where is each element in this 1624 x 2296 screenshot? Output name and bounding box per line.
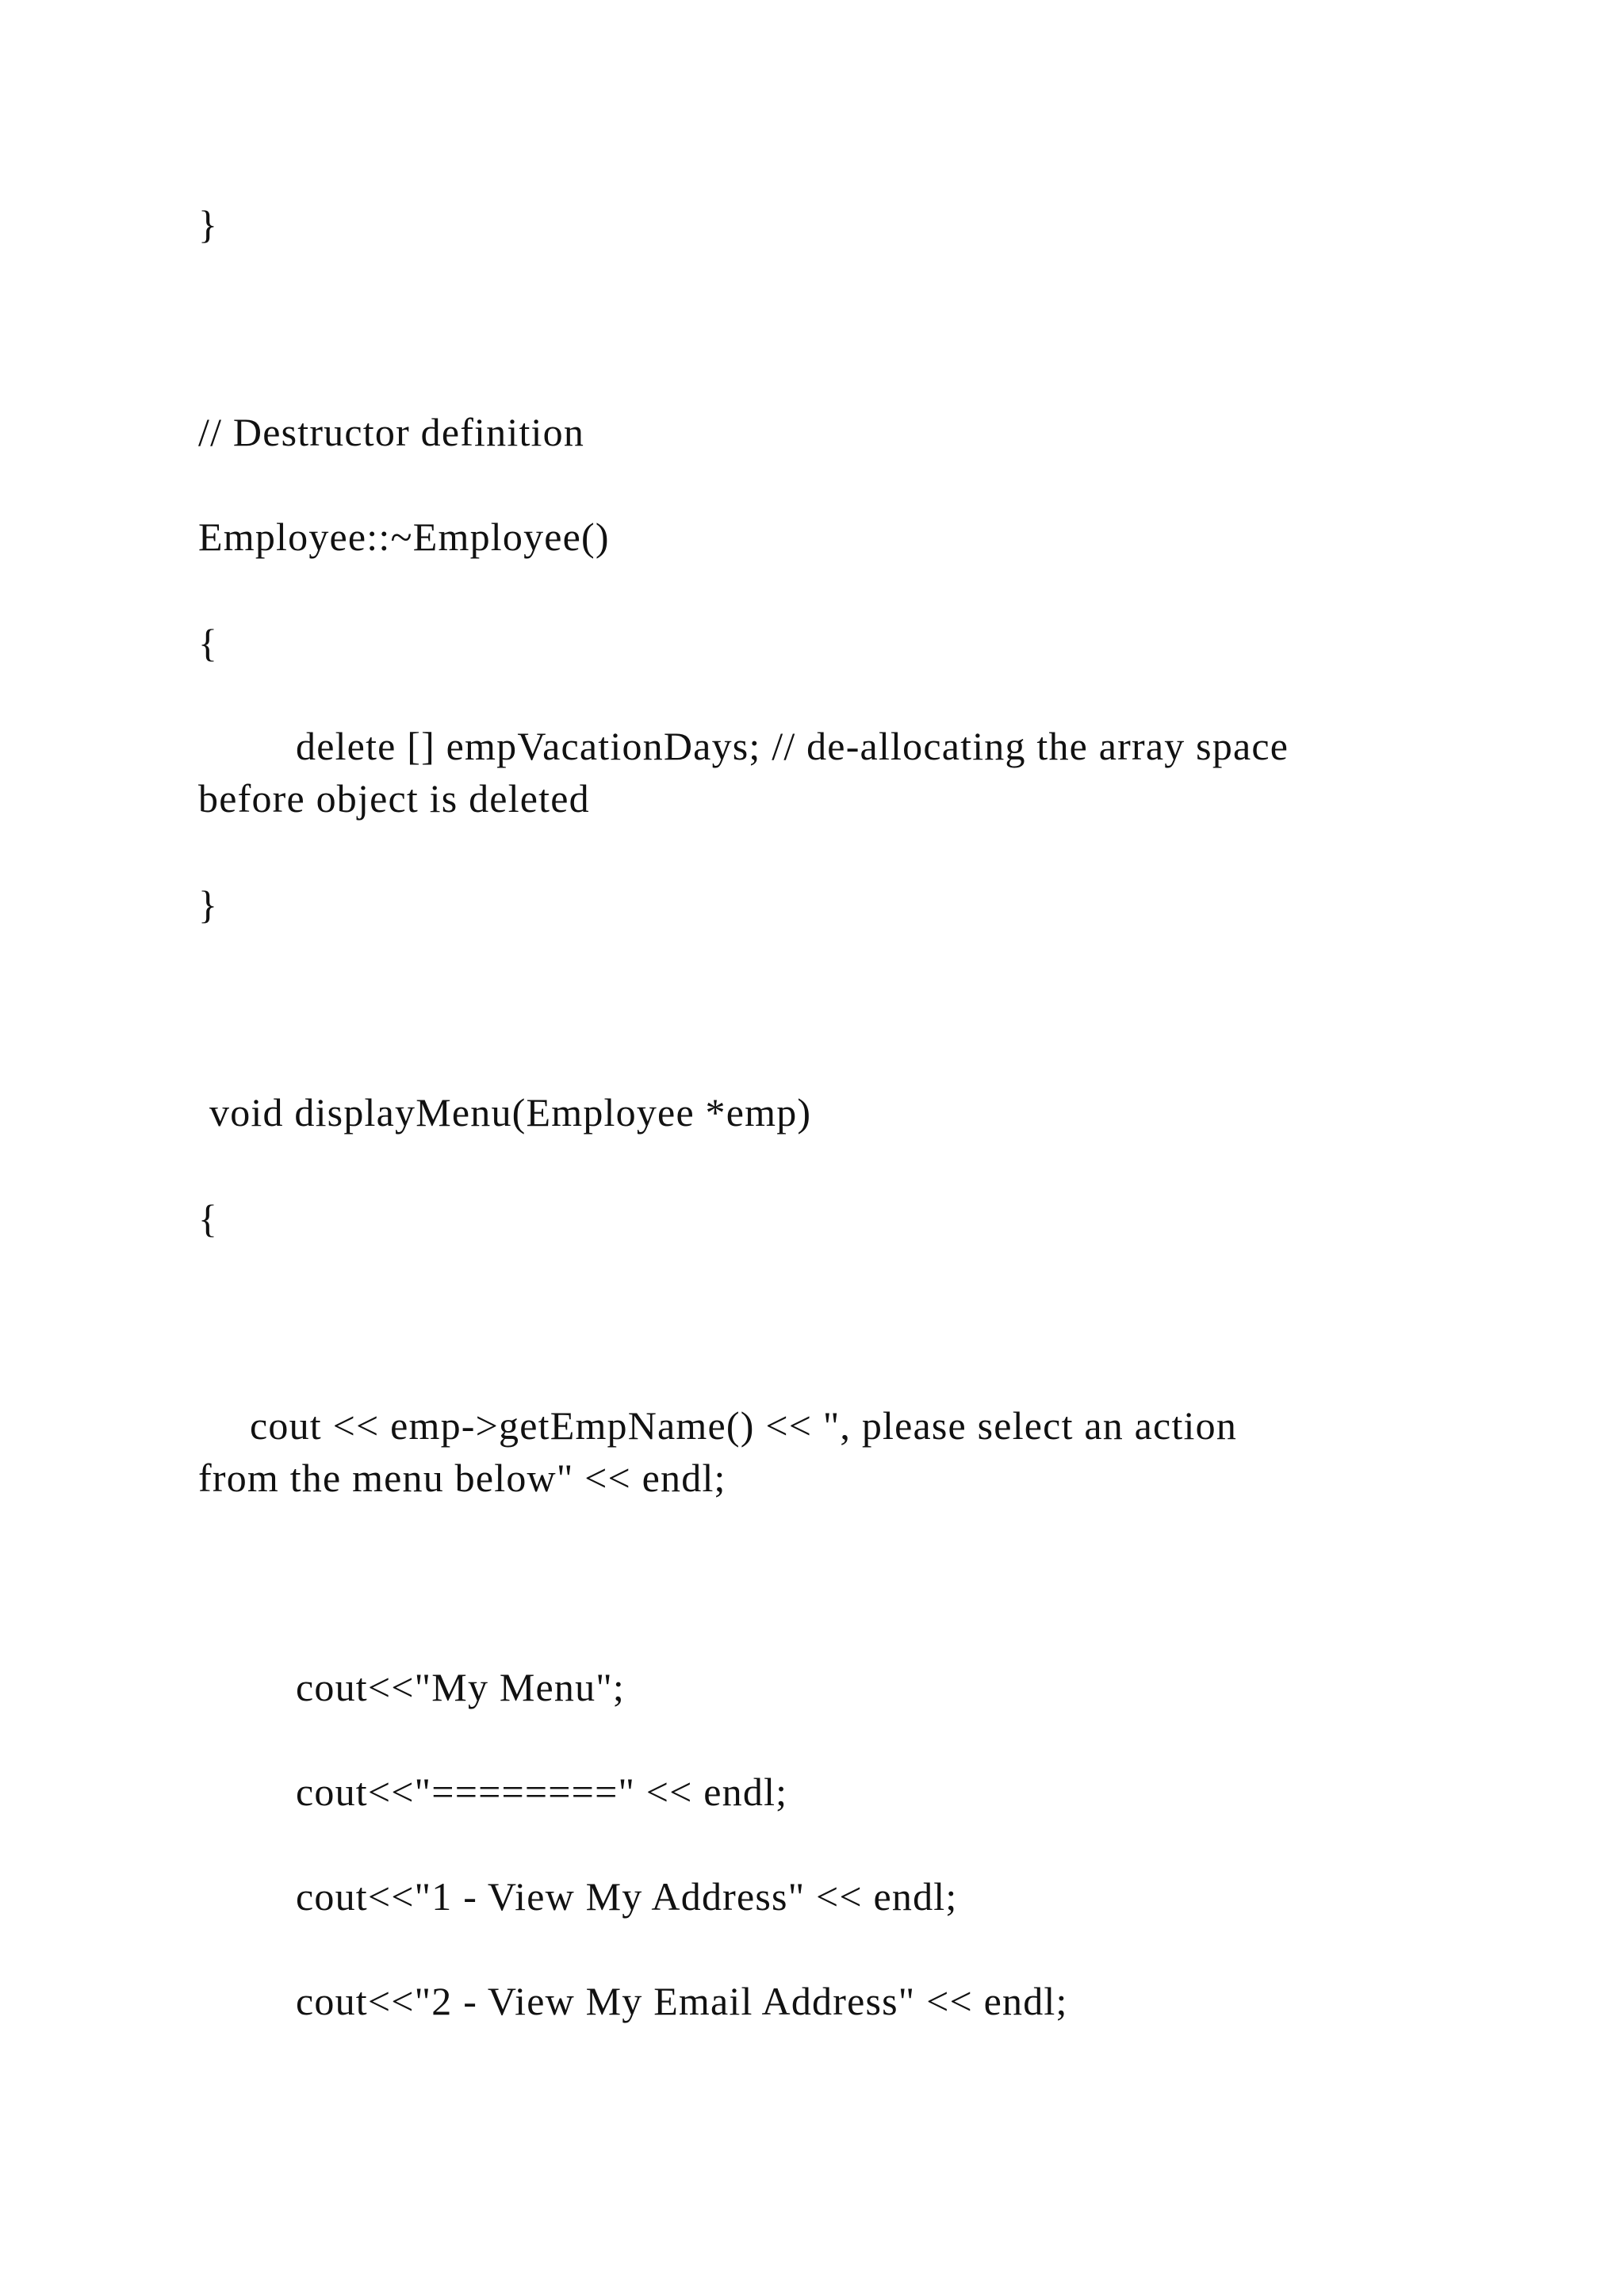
code-line-cout-option-2: cout<<"2 - View My Email Address" << endl; bbox=[296, 1979, 1068, 2023]
code-line-cout-option-1: cout<<"1 - View My Address" << endl; bbox=[296, 1874, 958, 1919]
code-line-closing-brace: } bbox=[198, 202, 219, 247]
code-line-close-brace: } bbox=[198, 882, 219, 927]
code-line-function-open-brace: { bbox=[198, 1196, 219, 1241]
code-line-cout-menu-title: cout<<"My Menu"; bbox=[296, 1665, 626, 1709]
code-line-destructor-signature: Employee::~Employee() bbox=[198, 515, 610, 559]
code-line-cout-menu-divider: cout<<"========" << endl; bbox=[296, 1770, 788, 1814]
code-line-open-brace: { bbox=[198, 621, 219, 665]
code-line-cout-greeting-wrap: from the menu below" << endl; bbox=[198, 1456, 726, 1500]
code-line-function-signature: void displayMenu(Employee *emp) bbox=[209, 1090, 812, 1135]
code-line-destructor-comment: // Destructor definition bbox=[198, 410, 585, 454]
code-line-cout-greeting: cout << emp->getEmpName() << ", please select an action bbox=[250, 1403, 1238, 1448]
code-line-delete-statement: delete [] empVacationDays; // de-allocating the array space bbox=[296, 724, 1289, 768]
code-line-delete-comment-wrap: before object is deleted bbox=[198, 776, 590, 821]
